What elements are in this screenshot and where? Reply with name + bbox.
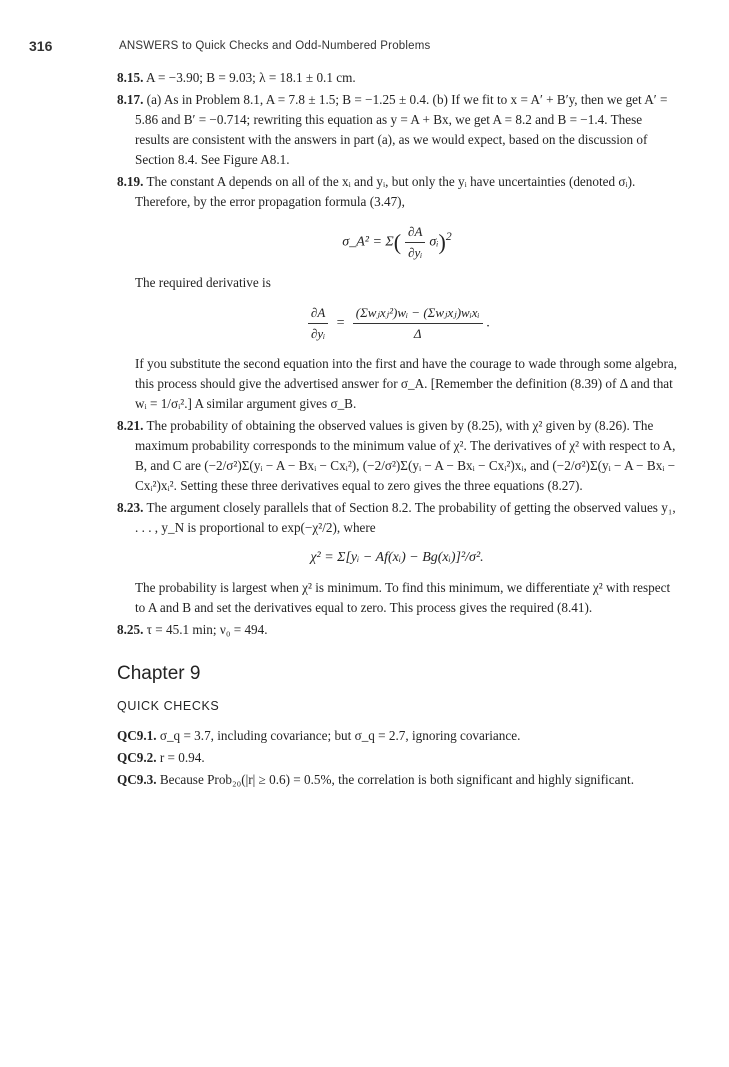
equation-sigma-a: σ_A² = Σ( $\frac{\partial A}{\text{∂yᵢ}}$ σᵢ)$^2$ <box>342 224 452 260</box>
quick-check-9-1: QC9.1. σ_q = 3.7, including covariance; but σ_q = 2.7, ignoring covariance. <box>117 728 521 743</box>
answer-8-15: 8.15. A = −3.90; B = 9.03; λ = 18.1 ± 0.1 cm. <box>117 70 356 85</box>
page-number: 316 <box>29 38 53 54</box>
quick-check-9-2: QC9.2. r = 0.94. <box>117 750 205 765</box>
quick-check-9-3: QC9.3. Because Prob₂₀(|r| ≥ 0.6) = 0.5%, the correlation is both significant and highly significant. <box>117 772 634 787</box>
answer-8-19: 8.19. The constant A depends on all of the xᵢ and yᵢ, but only the yᵢ have uncertainties (denoted σᵢ). Therefore, by the error propagation formula (3.47), σ_A² = Σ( $\frac{\partial A}{\text{∂yᵢ}}$ σᵢ)$^2$ The required derivative is $\frac{\partial A}{\text{∂yᵢ}}$ = $\frac{\text{(Σwⱼxⱼ²)wᵢ − (Σwⱼxⱼ)wᵢxᵢ}}{\Delta}$ . If you substitute the second equation into the first and have the courage to wade through some algebra, this process should give the advertised answer for σ_A. [Remember the definition (8.39) of Δ and that wᵢ = 1/σᵢ².] A similar argument gives σ_B. <box>117 174 677 411</box>
answer-8-21: 8.21. The probability of obtaining the observed values is given by (8.25), with χ² given by (8.26). The maximum probability corresponds to the minimum value of χ². The derivatives of χ² with respect to A, B, and C are (−2/σ²)Σ(yᵢ − A − Bxᵢ − Cxᵢ²), (−2/σ²)Σ(yᵢ − A − Bxᵢ − Cxᵢ²)xᵢ, and (−2/σ²)Σ(yᵢ − A − Bxᵢ − Cxᵢ²)xᵢ². Setting these three derivatives equal to zero gives the three equations (8.27). <box>117 418 676 493</box>
quick-checks-heading: QUICK CHECKS <box>117 699 220 713</box>
chapter-heading: Chapter 9 <box>117 663 201 684</box>
answer-8-25: 8.25. τ = 45.1 min; ν₀ = 494. <box>117 622 268 637</box>
page-header <box>29 38 689 58</box>
equation-derivative: $\frac{\partial A}{\text{∂yᵢ}}$ = $\frac{\text{(Σwⱼxⱼ²)wᵢ − (Σwⱼxⱼ)wᵢxᵢ}}{\Delta}$ . <box>117 303 677 344</box>
running-title: ANSWERS to Quick Checks and Odd-Numbered Problems <box>119 40 431 52</box>
equation-chi-square: χ² = Σ[yᵢ − Af(xᵢ) − Bg(xᵢ)]²/σ². <box>310 550 484 565</box>
answer-8-23: 8.23. The argument closely parallels that of Section 8.2. The probability of getting the observed values y₁, . . . , y_N is proportional to exp(−χ²/2), where χ² = Σ[yᵢ − Af(xᵢ) − Bg(xᵢ)]²/σ². The probability is largest when χ² is minimum. To find this minimum, we differentiate χ² with respect to A and B and set the derivatives equal to zero. This process gives the required (8.41). <box>117 500 676 615</box>
main-content <box>117 68 677 792</box>
answer-8-17: 8.17. (a) As in Problem 8.1, A = 7.8 ± 1.5; B = −1.25 ± 0.4. (b) If we fit to x = A′ + B′y, then we get A′ = 5.86 and B′ = −0.714; rewriting this equation as y = A + Bx, we get A = 8.2 and B = −1.4. These results are consistent with the answers in part (a), as we would expect, based on the discussion of Section 8.4. See Figure A8.1. <box>117 92 668 167</box>
